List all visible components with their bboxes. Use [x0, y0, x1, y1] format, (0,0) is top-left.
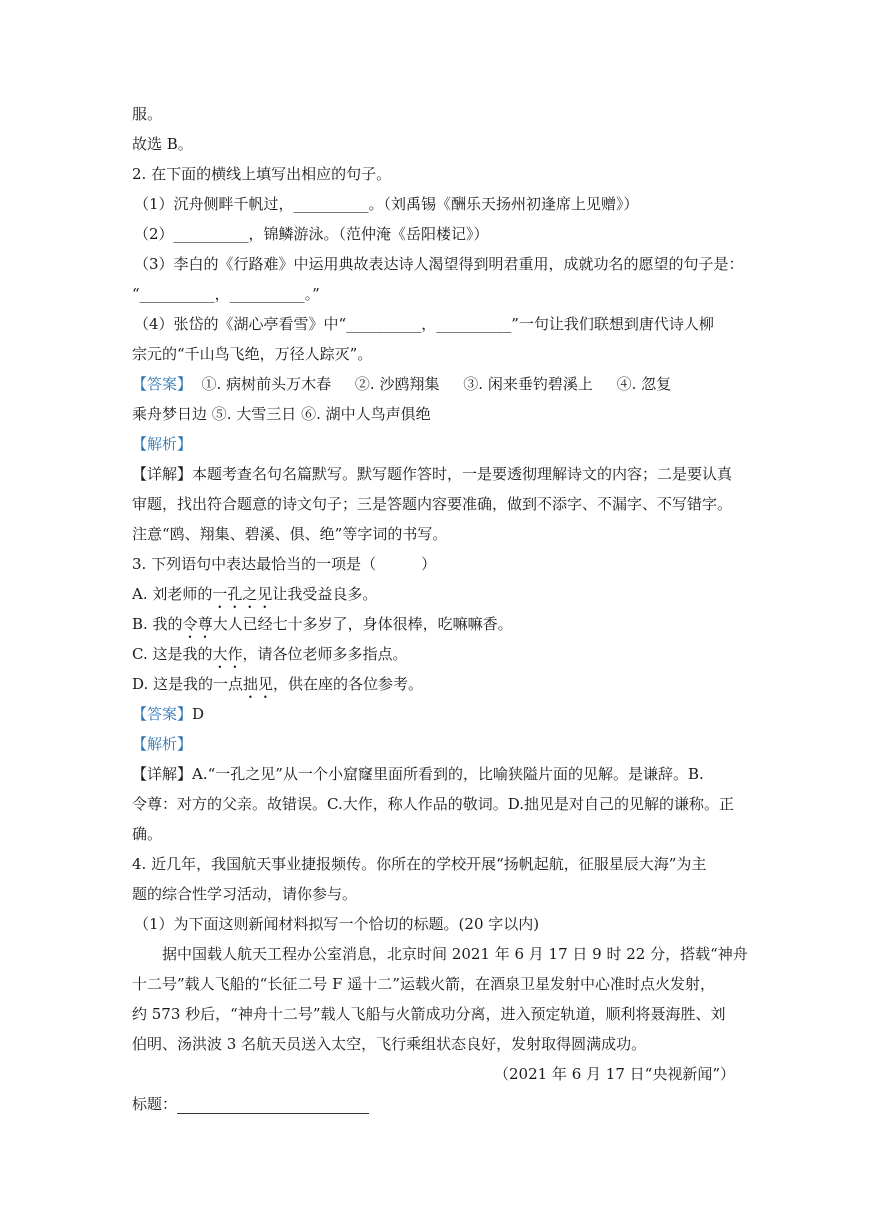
question-3-stem: 3. 下列语句中表达最恰当的一项是（ ）: [132, 555, 437, 573]
analysis-tag: 【解析】: [132, 735, 193, 753]
answer-line-q3: [132, 704, 204, 724]
title-blank: [177, 1097, 369, 1114]
news-paragraph-line-4: 伯明、汤洪波 3 名航天员送入太空，飞行乘组状态良好，发射取得圆满成功。: [132, 1035, 647, 1053]
option-c-emphasis: 大作: [212, 645, 243, 663]
news-paragraph-line-1: 据中国载人航天工程办公室消息，北京时间 2021 年 6 月 17 日 9 时 22 分，搭载“神舟: [162, 945, 748, 963]
title-label: 标题：: [132, 1095, 178, 1113]
detail-text: 本题考查名句名篇默写。默写题作答时，一是要透彻理解诗文的内容；二是要认真: [192, 465, 733, 483]
answer-tag: 【答案】: [132, 375, 193, 393]
option-c-prefix: C. 这是我的: [132, 645, 213, 663]
detail-line-2: 审题，找出符合题意的诗文句子；三是答题内容要准确，做到不添字、不漏字、不写错字。: [132, 495, 733, 513]
answer-line-2: 乘舟梦日边 ⑤. 大雪三日 ⑥. 湖中人鸟声俱绝: [132, 405, 431, 423]
text-line: 服。: [132, 105, 163, 123]
question-4-stem-cont: 题的综合性学习活动，请你参与。: [132, 885, 358, 903]
option-c: [132, 644, 408, 672]
answer-tag: 【答案】: [132, 705, 193, 723]
detail-text: A.“一孔之见”从一个小窟窿里面所看到的，比喻狭隘片面的见解。是谦辞。B.: [192, 765, 704, 783]
option-b-emphasis: 令尊: [182, 615, 213, 633]
news-paragraph-line-3: 约 573 秒后，“神舟十二号”载人飞船与火箭成功分离，进入预定轨道，顺利将聂海胜、刘: [132, 1005, 726, 1023]
option-a-emphasis: 一孔之见: [212, 585, 273, 603]
detail-tag: 【详解】: [132, 765, 193, 783]
answer-text: ①. 病树前头万木春 ②. 沙鸥翔集 ③. 闲来垂钓碧溪上 ④. 忽复: [192, 375, 672, 393]
option-a-prefix: A. 刘老师的: [132, 585, 213, 603]
question-4-stem: 4. 近几年，我国航天事业捷报频传。你所在的学校开展“扬帆起航，征服星辰大海”为主: [132, 855, 707, 873]
option-a-suffix: 让我受益良多。: [272, 585, 378, 603]
option-c-suffix: ，请各位老师多多指点。: [242, 645, 408, 663]
detail-line-1: [132, 464, 732, 484]
option-b: [132, 614, 513, 642]
answer-line-1: [132, 374, 671, 394]
news-source: （2021 年 6 月 17 日“央视新闻”）: [494, 1065, 735, 1083]
detail-line-q3-2: 令尊：对方的父亲。故错误。C.大作，称人作品的敬词。D.拙见是对自己的见解的谦称。正: [132, 795, 734, 813]
news-paragraph-line-2: 十二号”载人飞船的“长征二号 F 遥十二”运载火箭，在酒泉卫星发射中心准时点火发射，: [132, 975, 715, 993]
option-d: [132, 674, 423, 702]
detail-line-3: 注意“鸥、翔集、碧溪、俱、绝”等字词的书写。: [132, 525, 448, 543]
option-d-suffix: ，供在座的各位参考。: [273, 675, 424, 693]
question-4-item-1: （1）为下面这则新闻材料拟写一个恰切的标题。(20 字以内): [134, 915, 540, 933]
question-2-item-3: （3）李白的《行路难》中运用典故表达诗人渴望得到明君重用，成就功名的愿望的句子是：: [134, 255, 744, 273]
question-2-item-3-blanks: “__________，__________。”: [132, 285, 320, 303]
question-2-stem: 2. 在下面的横线上填写出相应的句子。: [132, 165, 392, 183]
analysis-tag: 【解析】: [132, 435, 193, 453]
question-2-item-4: （4）张岱的《湖心亭看雪》中“__________，__________”一句让我们联想到唐代诗人柳: [134, 315, 714, 333]
text-line: 故选 B。: [132, 135, 193, 153]
question-2-item-2: （2）__________，锦鳞游泳。（范仲淹《岳阳楼记》）: [134, 225, 489, 243]
option-d-prefix: D. 这是我的一点: [132, 675, 244, 693]
answer-text: D: [192, 705, 205, 723]
question-2-item-4-cont: 宗元的“千山鸟飞绝，万径人踪灭”。: [132, 345, 373, 363]
detail-line-q3-1: [132, 764, 704, 784]
option-a: [132, 584, 377, 612]
option-d-emphasis: 拙见: [243, 675, 274, 693]
option-b-suffix: 大人已经七十多岁了，身体很棒，吃嘛嘛香。: [212, 615, 513, 633]
detail-line-q3-3: 确。: [132, 825, 163, 843]
detail-tag: 【详解】: [132, 465, 193, 483]
option-b-prefix: B. 我的: [132, 615, 183, 633]
question-2-item-1: （1）沉舟侧畔千帆过，__________。（刘禹锡《酬乐天扬州初逢席上见赠》）: [134, 195, 639, 213]
title-answer-line: [132, 1094, 369, 1114]
